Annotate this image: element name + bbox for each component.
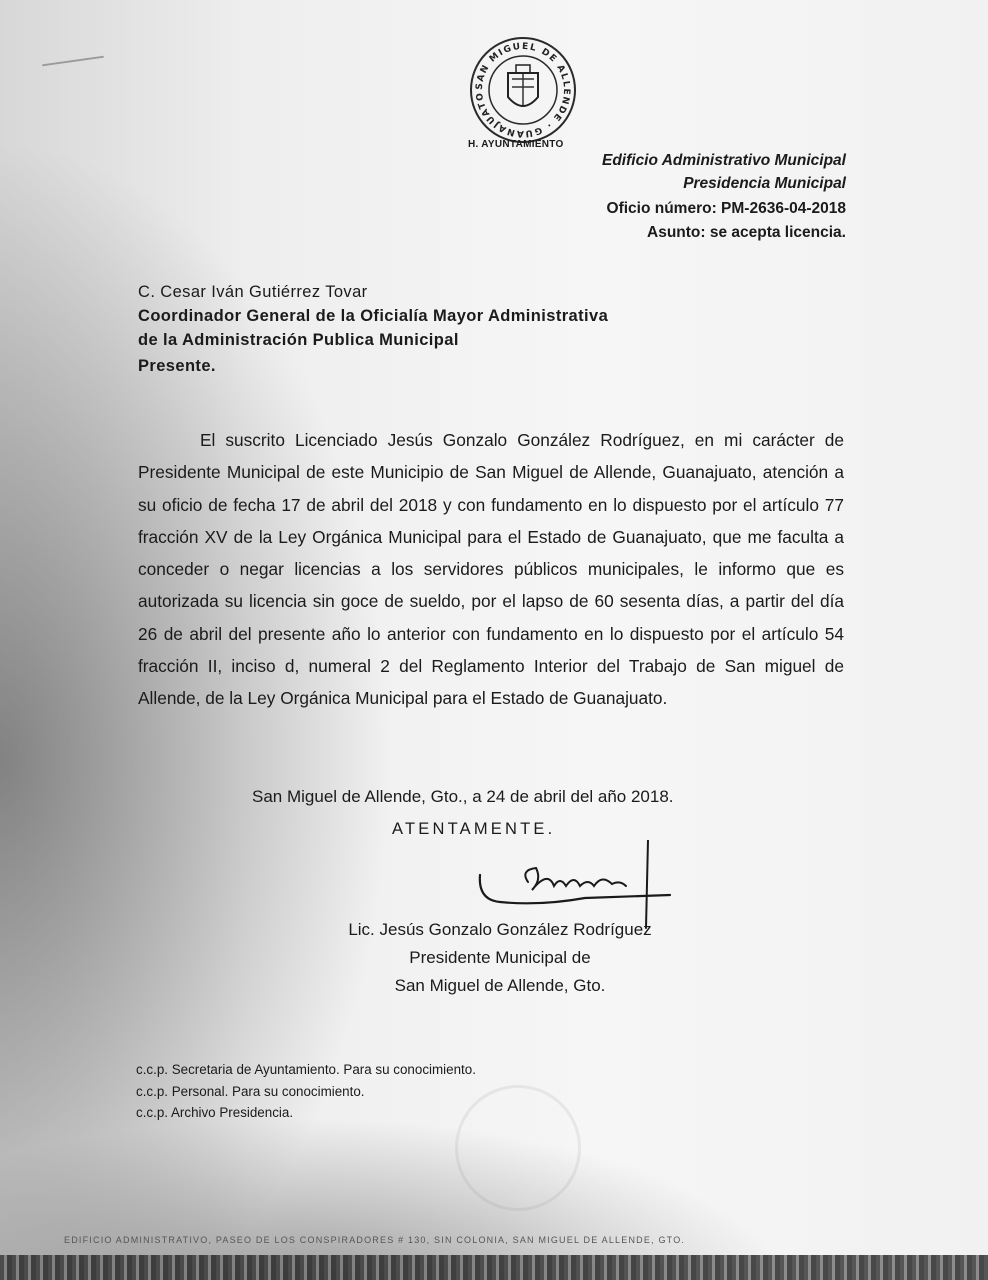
header-line-2: Presidencia Municipal: [683, 175, 846, 192]
scan-edge: [0, 1255, 988, 1280]
signer-block: [300, 916, 700, 1000]
footer-address: EDIFICIO ADMINISTRATIVO, PASEO DE LOS CONSPIRADORES # 130, SIN COLONIA, SAN MIGUEL DE ALLENDE, GTO.: [64, 1235, 686, 1245]
addressee-title-1: Coordinador General de la Oficialía Mayor Administrativa: [138, 307, 609, 325]
municipal-seal-icon: [468, 35, 578, 145]
ccp-line-3: c.c.p. Archivo Presidencia.: [136, 1105, 294, 1120]
seal-text: SAN MIGUEL DE ALLENDE · GUANAJUATO: [474, 41, 572, 139]
pen-mark: [42, 56, 104, 67]
signer-title: Presidente Municipal de: [409, 948, 591, 967]
ayuntamiento-label: H. AYUNTAMIENTO: [468, 139, 564, 150]
addressee-name: C. Cesar Iván Gutiérrez Tovar: [138, 283, 368, 301]
addressee-title-2: de la Administración Publica Municipal: [138, 331, 459, 349]
watermark-seal-icon: [455, 1085, 581, 1211]
signer-name: Lic. Jesús Gonzalo González Rodríguez: [348, 920, 652, 939]
oficio-number: Oficio número: PM-2636-04-2018: [606, 200, 846, 217]
signer-city: San Miguel de Allende, Gto.: [394, 976, 606, 995]
body-paragraph: El suscrito Licenciado Jesús Gonzalo González Rodríguez, en mi carácter de Presidente Municipal de este Municipio de San Miguel de Allende, Guanajuato, atención a su oficio de fecha 17 de abril del 2018 y con fundamento en lo dispuesto por el artículo 77 fracción XV de la Ley Orgánica Municipal para el Estado de Guanajuato, que me faculta a conceder o negar licencias a los servidores públicos municipales, le informo que es autorizada su licencia sin goce de sueldo, por el lapso de 60 sesenta días, a partir del día 26 de abril del presente año lo anterior con fundamento en lo dispuesto por el artículo 54 fracción II, inciso d, numeral 2 del Reglamento Interior del Trabajo de San miguel de Allende, de la Ley Orgánica Municipal para el Estado de Guanajuato.: [138, 430, 844, 709]
ccp-line-2: c.c.p. Personal. Para su conocimiento.: [136, 1084, 365, 1099]
presente: Presente.: [138, 357, 216, 375]
header-line-1: Edificio Administrativo Municipal: [601, 152, 846, 169]
letter-body: [138, 424, 844, 715]
place-date: San Miguel de Allende, Gto., a 24 de abril del año 2018.: [252, 787, 674, 806]
ccp-line-1: c.c.p. Secretaria de Ayuntamiento. Para su conocimiento.: [136, 1062, 476, 1077]
asunto: Asunto: se acepta licencia.: [647, 224, 846, 241]
atentamente: ATENTAMENTE.: [392, 820, 556, 838]
